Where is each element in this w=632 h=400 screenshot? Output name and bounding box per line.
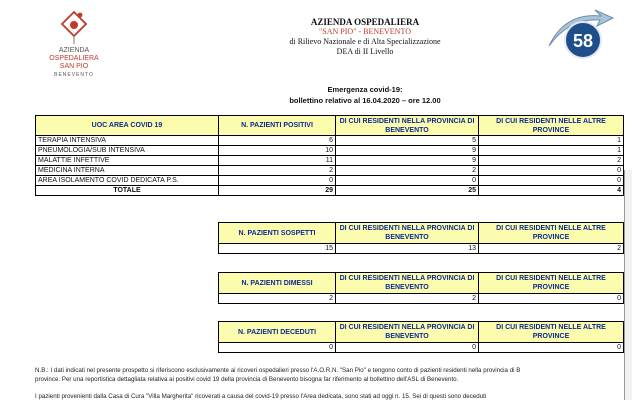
row-altre: 0: [479, 166, 624, 176]
sospetti-value-count: 15: [219, 244, 336, 254]
row-bn: 2: [336, 166, 479, 176]
row-bn: 5: [336, 136, 479, 146]
dimessi-header-count: N. PAZIENTI DIMESSI: [219, 273, 336, 294]
logo-text-azienda: AZIENDA: [58, 47, 90, 54]
sospetti-header-bn: DI CUI RESIDENTI NELLA PROVINCIA DI BENEVENTO: [336, 223, 479, 244]
header-line3: di Rilievo Nazionale e di Alta Specializzazione: [289, 37, 441, 46]
dimessi-table: [218, 272, 624, 304]
main-header-positivi: N. PAZIENTI POSITIVI: [219, 116, 336, 136]
row-bn: 9: [336, 146, 479, 156]
row-bn: 9: [336, 156, 479, 166]
table-row: [36, 176, 624, 186]
header-title: AZIENDA OSPEDALIERA: [310, 17, 420, 27]
row-altre: 1: [479, 146, 624, 156]
nb-note-line1: N.B.: I dati indicati nel presente prospetto si riferiscono esclusivamente ai ricoveri ospedalieri presso l'A.O.R.N. "San Pio" e tengono conto di pazienti residenti nella provincia di B: [35, 367, 521, 374]
main-table-header-row: [36, 116, 624, 136]
deceduti-header-altre: DI CUI RESIDENTI NELLE ALTRE PROVINCE: [479, 322, 624, 343]
report-title-line1: Emergenza covid-19:: [327, 85, 403, 94]
main-header-area: UOC AREA COVID 19: [36, 116, 219, 136]
main-table: [35, 115, 624, 196]
total-bn: 25: [336, 186, 479, 196]
deceduti-header-row: [219, 322, 624, 343]
logo-text-sanpio: SAN PIO: [59, 63, 89, 70]
sospetti-table: [218, 222, 624, 254]
sospetti-header-count: N. PAZIENTI SOSPETTI: [219, 223, 336, 244]
dimessi-value-row: [219, 294, 624, 304]
row-altre: 2: [479, 156, 624, 166]
row-positivi: 2: [219, 166, 336, 176]
deceduti-header-count: N. PAZIENTI DECEDUTI: [219, 322, 336, 343]
report-title-line2: bollettino relativo al 16.04.2020 – ore 12.00: [289, 96, 441, 105]
total-row: [36, 186, 624, 196]
table-row: [36, 146, 624, 156]
dimessi-header-altre: DI CUI RESIDENTI NELLE ALTRE PROVINCE: [479, 273, 624, 294]
nb-note: [35, 366, 632, 384]
logo-text-benevento: BENEVENTO: [54, 72, 94, 78]
document-header: [240, 17, 490, 57]
deceduti-value-row: [219, 343, 624, 353]
channel-number: 58: [572, 31, 594, 51]
nb-note-line2: province. Per una reportistica dettagliata relativa ai positivi covid 19 della provincia di Benevento bisogna far riferimento al bollettino dell'ASL di Benevento.: [35, 376, 459, 383]
row-positivi: 0: [219, 176, 336, 186]
row-label: MALATTIE INFETTIVE: [36, 156, 219, 166]
table-row: [36, 166, 624, 176]
dimessi-value-bn: 2: [336, 294, 479, 304]
main-header-altre: DI CUI RESIDENTI NELLE ALTRE PROVINCE: [479, 116, 624, 136]
main-header-bn: DI CUI RESIDENTI NELLA PROVINCIA DI BENEVENTO: [336, 116, 479, 136]
row-label: MEDICINA INTERNA: [36, 166, 219, 176]
hospital-logo-icon: [60, 10, 88, 46]
deceduti-value-count: 0: [219, 343, 336, 353]
report-title: [270, 84, 460, 106]
channel-58-icon: [545, 6, 617, 66]
deceduti-value-bn: 0: [336, 343, 479, 353]
row-label: TERAPIA INTENSIVA: [36, 136, 219, 146]
row-positivi: 11: [219, 156, 336, 166]
sospetti-header-row: [219, 223, 624, 244]
row-positivi: 10: [219, 146, 336, 156]
sospetti-header-altre: DI CUI RESIDENTI NELLE ALTRE PROVINCE: [479, 223, 624, 244]
dimessi-header-bn: DI CUI RESIDENTI NELLA PROVINCIA DI BENEVENTO: [336, 273, 479, 294]
row-altre: 1: [479, 136, 624, 146]
sospetti-value-altre: 2: [479, 244, 624, 254]
dimessi-header-row: [219, 273, 624, 294]
logo-text-ospedaliera: OSPEDALIERA: [49, 55, 99, 62]
row-label: AREA ISOLAMENTO COVID DEDICATA P.S.: [36, 176, 219, 186]
page-edge: [624, 170, 632, 400]
total-label: TOTALE: [36, 186, 219, 196]
villa-margherita-note: I pazienti provenienti dalla Casa di Cura "Villa Margherita" ricoverati a causa del covid-19 presso l'Area dedicata, sono stati ad oggi n. 15. Sei di questi sono deceduti: [35, 393, 487, 400]
hospital-logo: [36, 8, 112, 80]
deceduti-value-altre: 0: [479, 343, 624, 353]
total-altre: 4: [479, 186, 624, 196]
total-positivi: 29: [219, 186, 336, 196]
dimessi-value-altre: 0: [479, 294, 624, 304]
sospetti-value-bn: 13: [336, 244, 479, 254]
row-positivi: 6: [219, 136, 336, 146]
deceduti-header-bn: DI CUI RESIDENTI NELLA PROVINCIA DI BENEVENTO: [336, 322, 479, 343]
header-line4: DEA di II Livello: [336, 47, 394, 56]
row-altre: 0: [479, 176, 624, 186]
deceduti-table: [218, 321, 624, 353]
sospetti-value-row: [219, 244, 624, 254]
channel-logo: [545, 6, 617, 66]
row-bn: 0: [336, 176, 479, 186]
row-label: PNEUMOLOGIA/SUB INTENSIVA: [36, 146, 219, 156]
table-row: [36, 156, 624, 166]
header-subtitle: "SAN PIO" - BENEVENTO: [319, 27, 411, 36]
dimessi-value-count: 2: [219, 294, 336, 304]
table-row: [36, 136, 624, 146]
